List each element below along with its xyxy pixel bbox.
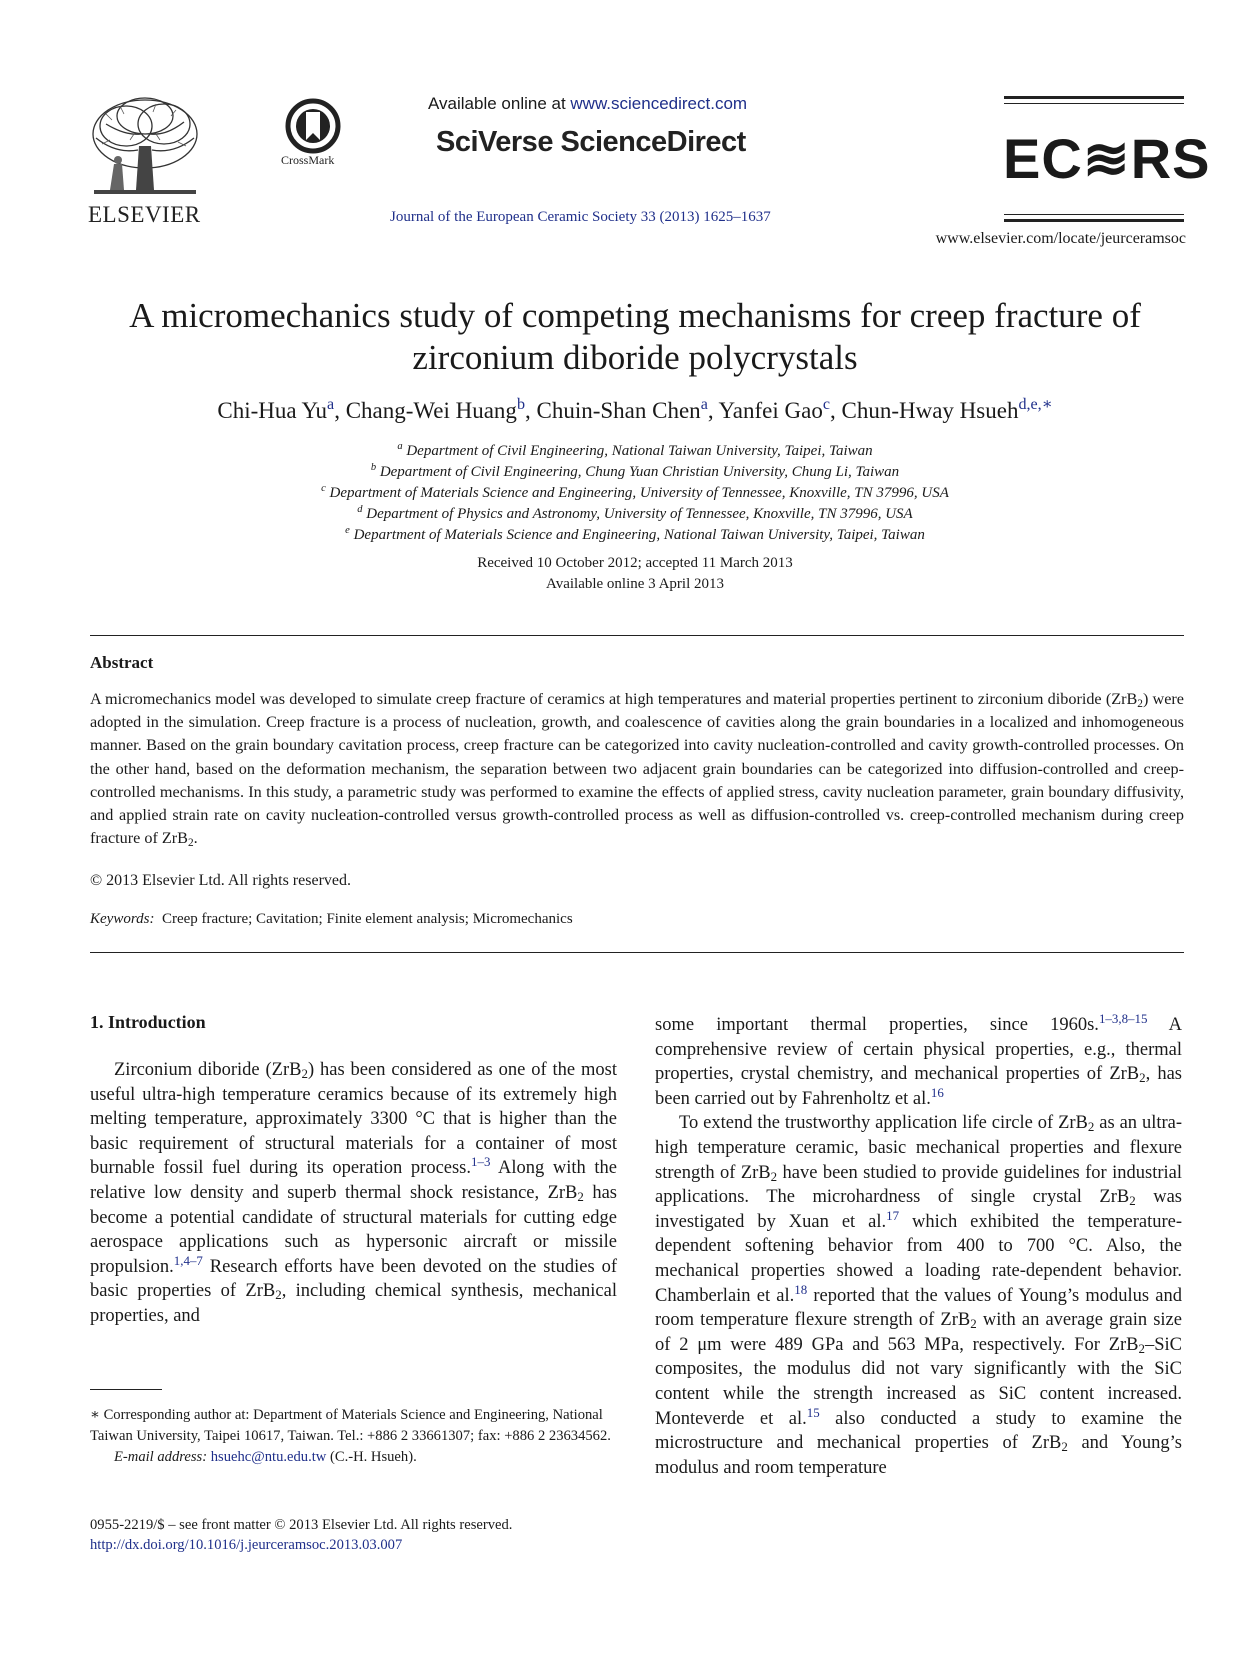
received-date: Received 10 October 2012; accepted 11 March 2013 — [477, 555, 793, 571]
author: Chun-Hway Hsueh — [841, 398, 1019, 423]
journal-citation[interactable]: Journal of the European Ceramic Society 33 (2013) 1625–1637 — [390, 209, 771, 225]
elsevier-wordmark: ELSEVIER — [88, 202, 201, 227]
body-column-left — [90, 1058, 617, 1329]
corresponding-author-footnote: ∗ Corresponding author at: Department of Materials Science and Engineering, National Taiwan University, Taipei 10617, Taiwan. Tel.: +886 2 33661307; fax: +886 2 23634562. E-mail address: hsuehc@ntu.edu.tw (C.-H. Hsueh). — [90, 1407, 611, 1465]
header-rule-top-2 — [1004, 103, 1184, 104]
article-title: A micromechanics study of competing mechanisms for creep fracture of zirconium diboride polycrystals — [129, 296, 1141, 377]
header-rule-bottom-2 — [1004, 219, 1184, 222]
journal-logo: EC≋RS — [1003, 127, 1211, 190]
online-date: Available online 3 April 2013 — [545, 576, 725, 592]
available-online: Available online at www.sciencedirect.com — [428, 94, 748, 113]
issn-line: 0955-2219/$ – see front matter © 2013 Elsevier Ltd. All rights reserved. — [90, 1517, 513, 1533]
body-column-right — [655, 1010, 1183, 1480]
footnote-rule — [90, 1389, 162, 1390]
citation-ref[interactable]: 1–3,8–15 — [1098, 1010, 1148, 1026]
footnote-star: ∗ — [90, 1407, 100, 1423]
affiliation-d: $^d$ Department of Physics and Astronomy, University of Tennessee, Knoxville, TN 37996, USA — [357, 504, 913, 522]
author-list: Chi-Hua Yu$^a$, Chang-Wei Huang$^b$, Chuin-Shan Chen$^a$, Yanfei Gao$^c$, Chun-Hway Hsueh$^{d,e,∗}$ — [217, 396, 1053, 423]
author: Chang-Wei Huang — [345, 398, 517, 423]
affiliation-a: $^a$ Department of Civil Engineering, National Taiwan University, Taipei, Taiwan — [397, 441, 873, 459]
crossmark-label: CrossMark — [281, 153, 335, 167]
citation-ref[interactable]: 17 — [886, 1207, 900, 1223]
abstract-rule-bottom — [90, 952, 1184, 953]
header-rule-bottom — [1004, 214, 1184, 215]
author: Chi-Hua Yu — [217, 398, 328, 423]
citation-ref[interactable]: 1,4–7 — [173, 1252, 203, 1268]
email-link[interactable]: hsuehc@ntu.edu.tw — [210, 1449, 327, 1465]
front-matter — [90, 1515, 512, 1555]
abstract-copyright: © 2013 Elsevier Ltd. All rights reserved. — [90, 872, 351, 889]
author: Yanfei Gao — [718, 398, 823, 423]
crossmark-icon[interactable] — [284, 98, 342, 154]
doi-link[interactable]: http://dx.doi.org/10.1016/j.jeurceramsoc.2013.03.007 — [90, 1537, 403, 1553]
abstract-text: A micromechanics model was developed to simulate creep fracture of ceramics at high temperatures and material properties pertinent to zirconium diboride (ZrB$_2$) were adopted in the simulation. Creep fracture is a process of nucleation, growth, and coalescence of cavities along the grain boundaries in a localized and inhomogeneous manner. Based on the grain boundary cavitation process, creep fracture can be categorized into cavity nucleation-controlled and cavity growth-controlled processes. On the other hand, based on the deformation mechanism, the separation between two adjacent grain boundaries can be categorized into diffusion-controlled and creep-controlled mechanisms. In this study, a parametric study was performed to examine the effects of applied stress, cavity nucleation parameter, grain boundary diffusivity, and applied strain rate on cavity nucleation-controlled versus growth-controlled process as well as diffusion-controlled vs. creep-controlled mechanism during creep fracture of ZrB$_2$. — [90, 690, 1184, 850]
affiliation-c: $^c$ Department of Materials Science and Engineering, University of Tennessee, Knoxville, TN 37996, USA — [321, 483, 949, 501]
affiliation-b: $^b$ Department of Civil Engineering, Chung Yuan Christian University, Chung Li, Taiwan — [370, 462, 900, 480]
journal-url[interactable]: www.elsevier.com/locate/jeurceramsoc — [935, 230, 1186, 247]
affiliation-ref: b — [516, 396, 525, 414]
author: Chuin-Shan Chen — [536, 398, 701, 423]
affiliation-e: $^e$ Department of Materials Science and Engineering, National Taiwan University, Taipei, Taiwan — [345, 525, 925, 543]
affiliation-ref: a — [700, 396, 708, 414]
affiliation-ref: a — [327, 396, 335, 414]
citation-ref[interactable]: 18 — [794, 1281, 808, 1297]
paragraph: some important thermal properties, since 1960s.$^{1-3,8-15}$ A comprehensive review of certain physical properties, e.g., thermal properties, crystal chemistry, and mechanical properties of ZrB$_2$, has been carried out by Fahrenholtz et al.$^{16}$ — [655, 1010, 1182, 1109]
sciencedirect-link[interactable]: www.sciencedirect.com — [570, 94, 748, 113]
paragraph: To extend the trustworthy application life circle of ZrB$_2$ as an ultra-high temperature ceramic, basic mechanical properties and flexure strength of ZrB$_2$ have been studied to provide guidelines for industrial applications. The microhardness of single crystal ZrB$_2$ was investigated by Xuan et al.$^{17}$ which exhibited the temperature-dependent softening behavior from 400 to 700 °C. Also, the mechanical properties showed a loading rate-dependent behavior. Chamberlain et al.$^{18}$ reported that the values of Young’s modulus and room temperature flexure strength of ZrB$_2$ with an average grain size of 2 μm were 489 GPa and 563 MPa, respectively. For ZrB$_2$–SiC composites, the modulus did not vary significantly with the SiC content while the strength increased as SiC content increased. Monteverde et al.$^{15}$ also conducted a study to examine the microstructure and mechanical properties of ZrB$_2$ and Young’s modulus and room temperature — [655, 1113, 1183, 1478]
elsevier-tree-logo — [86, 94, 204, 198]
sciverse-logo: SciVerse ScienceDirect — [436, 126, 746, 158]
paragraph: Zirconium diboride (ZrB$_2$) has been considered as one of the most useful ultra-high temperature ceramics because of its extremely high melting temperature, approximately 3300 °C that is higher than the basic requirement of structural materials for a container of most burnable fossil fuel during its operation process.$^{1-3}$ Along with the relative low density and superb thermal shock resistance, ZrB$_2$ has become a potential candidate of structural materials for cutting edge aerospace applications such as hypersonic aircraft or missile propulsion.$^{1,4-7}$ Research efforts have been devoted on the studies of basic properties of ZrB$_2$, including chemical synthesis, mechanical properties, and — [90, 1060, 617, 1326]
citation-ref[interactable]: 15 — [806, 1404, 820, 1420]
section-heading-introduction: 1. Introduction — [90, 1012, 206, 1032]
citation-ref[interactable]: 16 — [930, 1084, 944, 1100]
header-rule-top — [1004, 96, 1184, 99]
affiliation-ref: d,e,∗ — [1018, 396, 1053, 414]
affiliation-ref: c — [822, 396, 830, 414]
abstract-heading: Abstract — [90, 653, 154, 672]
keywords: Keywords: Creep fracture; Cavitation; Finite element analysis; Micromechanics — [90, 911, 573, 927]
citation-ref[interactable]: 1–3 — [471, 1154, 491, 1170]
abstract-rule-top — [90, 635, 1184, 636]
